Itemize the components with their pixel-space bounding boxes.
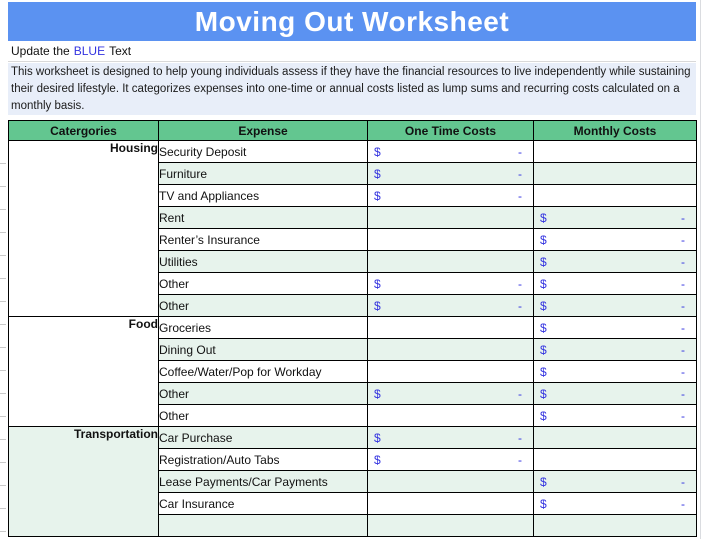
monthly-cost-cell[interactable]: [534, 295, 697, 317]
expense-cell: Other: [159, 295, 368, 317]
expense-cell: Other: [159, 405, 368, 427]
expense-cell: Rent: [159, 207, 368, 229]
one-time-cost-cell[interactable]: [368, 295, 534, 317]
update-note-highlight: BLUE: [73, 44, 106, 58]
monthly-cost-cell: [534, 515, 697, 537]
expense-cell: Other: [159, 383, 368, 405]
monthly-cost-cell[interactable]: [534, 383, 697, 405]
monthly-cost-cell[interactable]: [534, 273, 697, 295]
column-header-expense: Expense: [159, 121, 368, 141]
one-time-cost-cell[interactable]: [368, 383, 534, 405]
empty-amount: -: [681, 342, 685, 357]
column-header-monthly-costs: Monthly Costs: [534, 121, 697, 141]
one-time-cost-cell[interactable]: [368, 185, 534, 207]
page-title-banner: [8, 2, 696, 41]
one-time-cost-cell[interactable]: [368, 449, 534, 471]
currency-symbol: $: [540, 364, 547, 379]
currency-symbol: $: [540, 232, 547, 247]
expense-cell: Lease Payments/Car Payments: [159, 471, 368, 493]
expense-cell: Furniture: [159, 163, 368, 185]
empty-amount: -: [518, 144, 522, 159]
expense-cell: Coffee/Water/Pop for Workday: [159, 361, 368, 383]
worksheet-table-body: [9, 141, 697, 537]
column-header-categories: Catergories: [9, 121, 159, 141]
one-time-cost-cell: [368, 493, 534, 515]
category-cell: Housing: [9, 141, 159, 317]
column-header-one-time-costs: One Time Costs: [368, 121, 534, 141]
update-note-prefix: Update the: [11, 44, 70, 58]
worksheet-table-header: [9, 121, 697, 141]
monthly-cost-cell: [534, 449, 697, 471]
monthly-cost-cell[interactable]: [534, 339, 697, 361]
expense-cell: Car Insurance: [159, 493, 368, 515]
monthly-cost-cell[interactable]: [534, 251, 697, 273]
empty-amount: -: [518, 430, 522, 445]
currency-symbol: $: [540, 276, 547, 291]
expense-cell: Renter’s Insurance: [159, 229, 368, 251]
currency-symbol: $: [540, 408, 547, 423]
table-row: [9, 317, 697, 339]
category-cell: Transportation: [9, 427, 159, 537]
expense-cell: Groceries: [159, 317, 368, 339]
monthly-cost-cell[interactable]: [534, 361, 697, 383]
empty-amount: -: [681, 496, 685, 511]
header-row: [9, 121, 697, 141]
empty-amount: -: [681, 254, 685, 269]
one-time-cost-cell: [368, 515, 534, 537]
currency-symbol: $: [540, 474, 547, 489]
one-time-cost-cell[interactable]: [368, 141, 534, 163]
empty-amount: -: [681, 364, 685, 379]
update-note-suffix: Text: [109, 44, 132, 58]
empty-amount: -: [681, 474, 685, 489]
currency-symbol: $: [540, 496, 547, 511]
currency-symbol: $: [540, 254, 547, 269]
currency-symbol: $: [374, 298, 381, 313]
category-cell: Food: [9, 317, 159, 427]
currency-symbol: $: [374, 166, 381, 181]
empty-amount: -: [681, 386, 685, 401]
monthly-cost-cell[interactable]: [534, 229, 697, 251]
empty-amount: -: [518, 452, 522, 467]
monthly-cost-cell[interactable]: [534, 317, 697, 339]
currency-symbol: $: [374, 188, 381, 203]
monthly-cost-cell: [534, 163, 697, 185]
empty-amount: -: [518, 386, 522, 401]
expense-cell: Utilities: [159, 251, 368, 273]
one-time-cost-cell: [368, 207, 534, 229]
update-instruction-row: [8, 41, 696, 62]
monthly-cost-cell[interactable]: [534, 405, 697, 427]
currency-symbol: $: [374, 386, 381, 401]
monthly-cost-cell[interactable]: [534, 493, 697, 515]
monthly-cost-cell: [534, 185, 697, 207]
currency-symbol: $: [374, 144, 381, 159]
empty-amount: -: [681, 210, 685, 225]
one-time-cost-cell: [368, 405, 534, 427]
one-time-cost-cell: [368, 317, 534, 339]
empty-amount: -: [681, 232, 685, 247]
column-gridline: [700, 0, 701, 539]
one-time-cost-cell[interactable]: [368, 273, 534, 295]
expense-cell: Other: [159, 273, 368, 295]
currency-symbol: $: [540, 298, 547, 313]
worksheet-table: [8, 120, 697, 537]
currency-symbol: $: [540, 342, 547, 357]
currency-symbol: $: [374, 276, 381, 291]
table-row: [9, 141, 697, 163]
expense-cell: Dining Out: [159, 339, 368, 361]
currency-symbol: $: [540, 386, 547, 401]
currency-symbol: $: [374, 430, 381, 445]
one-time-cost-cell: [368, 229, 534, 251]
expense-cell: Registration/Auto Tabs: [159, 449, 368, 471]
expense-cell: Security Deposit: [159, 141, 368, 163]
currency-symbol: $: [374, 452, 381, 467]
expense-cell: Car Purchase: [159, 427, 368, 449]
worksheet-description: This worksheet is designed to help young individuals assess if they have the financial resources to live independently while sustaining their desired lifestyle. It categorizes expenses into one-time or annual costs listed as lump sums and recurring costs calculated on a monthly basis.: [8, 63, 696, 115]
table-row: [9, 427, 697, 449]
one-time-cost-cell: [368, 471, 534, 493]
monthly-cost-cell[interactable]: [534, 471, 697, 493]
one-time-cost-cell[interactable]: [368, 163, 534, 185]
empty-amount: -: [681, 298, 685, 313]
monthly-cost-cell: [534, 427, 697, 449]
monthly-cost-cell[interactable]: [534, 207, 697, 229]
one-time-cost-cell: [368, 361, 534, 383]
empty-amount: -: [681, 408, 685, 423]
empty-amount: -: [518, 188, 522, 203]
currency-symbol: $: [540, 320, 547, 335]
empty-amount: -: [518, 276, 522, 291]
empty-amount: -: [518, 166, 522, 181]
page-title: Moving Out Worksheet: [194, 5, 510, 37]
monthly-cost-cell: [534, 141, 697, 163]
one-time-cost-cell: [368, 251, 534, 273]
expense-cell: [159, 515, 368, 537]
empty-amount: -: [681, 276, 685, 291]
empty-amount: -: [518, 298, 522, 313]
one-time-cost-cell: [368, 339, 534, 361]
expense-cell: TV and Appliances: [159, 185, 368, 207]
currency-symbol: $: [540, 210, 547, 225]
row-gridline-ticks: [0, 141, 6, 539]
one-time-cost-cell[interactable]: [368, 427, 534, 449]
empty-amount: -: [681, 320, 685, 335]
